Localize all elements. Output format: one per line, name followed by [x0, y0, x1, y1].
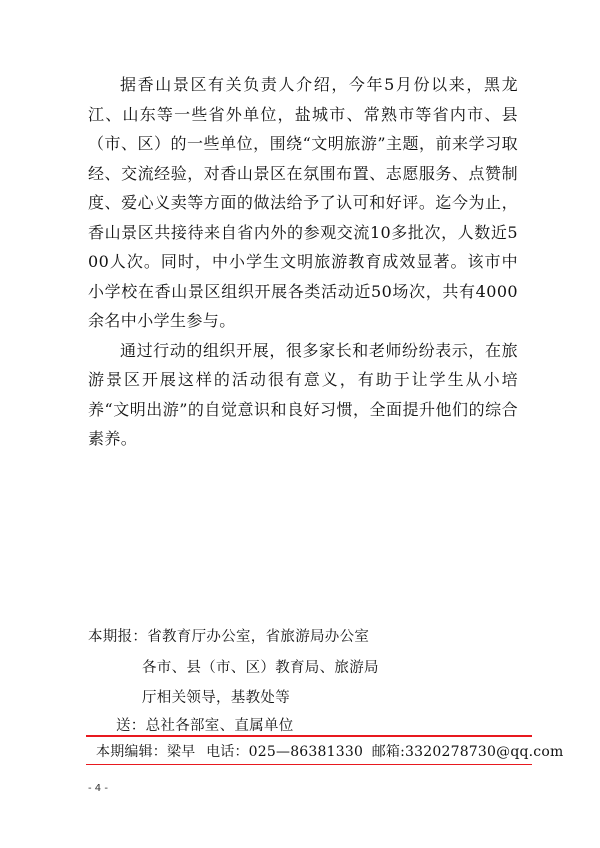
red-rule-bottom [86, 764, 532, 765]
report-row-2 [142, 656, 379, 677]
email-address: 3320278730@qq.com [405, 744, 564, 760]
report-row-3 [142, 686, 290, 707]
send-row [116, 714, 294, 735]
editor-name: 梁早 [167, 744, 196, 760]
report-recipient: 厅相关领导，基教处等 [142, 690, 290, 706]
send-label: 送： [116, 718, 146, 734]
page-number: - 4 - [88, 783, 108, 794]
paragraph-parent-feedback: 通过行动的组织开展，很多家长和老师纷纷表示，在旅游景区开展这样的活动很有意义，有助于让学生从小培养“文明出游”的自觉意识和良好习惯，全面提升他们的综合素养。 [88, 340, 518, 448]
send-recipient: 总社各部室、直属单位 [145, 718, 294, 734]
report-label: 本期报： [88, 629, 148, 645]
phone-number: 025—86381330 [248, 744, 364, 760]
red-rule-top [86, 735, 532, 737]
editor-info [96, 741, 563, 761]
report-row-1 [88, 625, 369, 646]
editor-label: 本期编辑： [96, 744, 167, 760]
paragraph-visitor-exchanges: 据香山景区有关负责人介绍，今年5月份以来，黑龙江、山东等一些省外单位，盐城市、常熟市等省内市、县（市、区）的一些单位，围绕“文明旅游”主题，前来学习取经、交流经验，对香山景区在氛围布置、志愿服务、点赞制度、爱心义卖等方面的做法给予了认可和好评。迄今为止，香山景区共接待来自省内外的参观交流10多批次，人数近500人次。同时，中小学生文明旅游教育成效显著。该市中小学校在香山景区组织开展各类活动近50场次，共有4000余名中小学生参与。 [88, 75, 518, 330]
body-text [88, 70, 518, 454]
report-recipient: 省教育厅办公室，省旅游局办公室 [147, 629, 370, 645]
email-label: 邮箱: [371, 744, 406, 760]
phone-label: 电话： [206, 744, 249, 760]
report-recipient: 各市、县（市、区）教育局、旅游局 [142, 660, 379, 676]
